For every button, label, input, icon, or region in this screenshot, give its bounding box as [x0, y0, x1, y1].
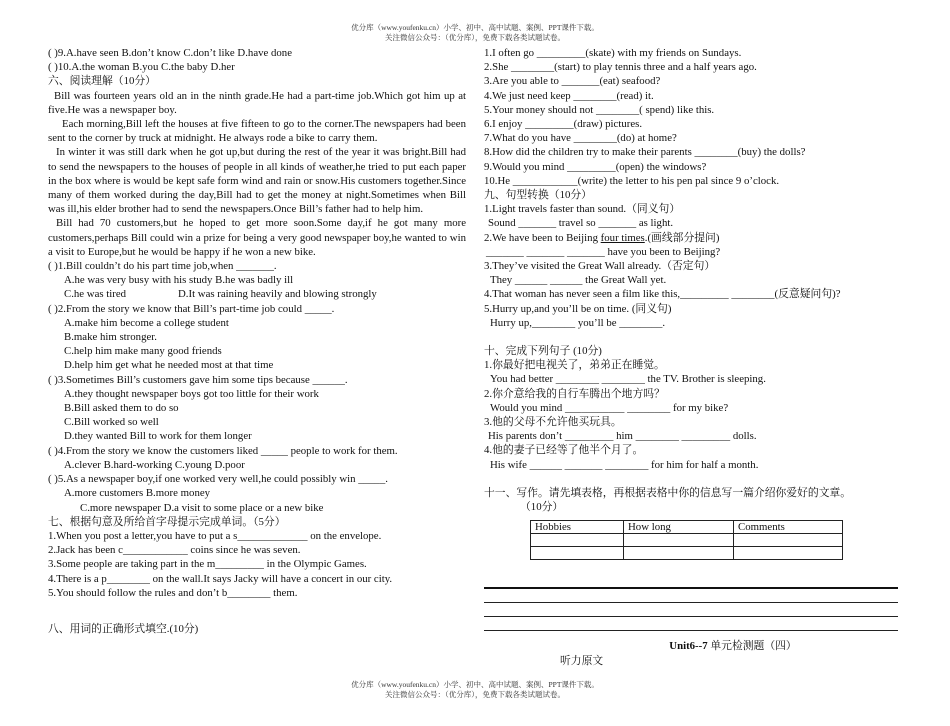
complete-item-3-answer: His parents don’t _________ him ________ _________ dolls.: [488, 430, 757, 443]
table-row: [531, 547, 843, 560]
fill-item-3: 3.Are you able to _______(eat) seafood?: [484, 75, 661, 88]
reading-question-2-option-c: C.help him make many good friends: [64, 345, 222, 358]
reading-question-2-option-b: B.make him stronger.: [64, 331, 157, 344]
left-column: [48, 46, 466, 636]
right-column: [484, 46, 902, 668]
reading-question-3-option-c: C.Bill worked so well: [64, 416, 159, 429]
spelling-item-5: 5.You should follow the rules and don’t b________ them.: [48, 586, 298, 599]
complete-item-1: 1.你最好把电视关了，弟弟正在睡觉。: [484, 359, 665, 372]
table-cell[interactable]: [624, 547, 734, 560]
spelling-item-2: 2.Jack has been c____________ coins since he was seven.: [48, 544, 301, 557]
writing-line[interactable]: [484, 574, 898, 589]
footer-line-1: 优分库（www.youfenku.cn）小学、初中、高中试题、案例、PPT课件下载。: [351, 680, 599, 689]
reading-question-5-options-ab: A.more customers B.more money: [64, 487, 211, 500]
table-header-row: [531, 521, 843, 534]
writing-line[interactable]: [484, 617, 898, 631]
fill-item-7: 7.What do you have ________(do) at home?: [484, 132, 677, 145]
spelling-item-4: 4.There is a p________ on the wall.It says Jacky will have a concert in our city.: [48, 572, 393, 585]
table-cell[interactable]: [624, 534, 734, 547]
fill-item-5: 5.Your money should not ________( spend) like this.: [484, 103, 715, 116]
hobby-table: [530, 520, 843, 560]
option-d: D.It was raining heavily and blowing strongly: [178, 288, 377, 301]
transform-item-1-answer: Sound _______ travel so _______ as light.: [488, 217, 674, 230]
table-cell[interactable]: [531, 534, 624, 547]
complete-item-4: 4.他的妻子已经等了他半个月了。: [484, 444, 644, 457]
transform-item-2-text: 2.We have been to Beijing: [484, 231, 601, 244]
fill-item-10: 10.He ____________(write) the letter to his pen pal since 9 o’clock.: [484, 174, 780, 187]
fill-item-4: 4.We just need keep ________(read) it.: [484, 89, 654, 102]
writing-line[interactable]: [484, 589, 898, 603]
unit-title-bold: Unit6--7: [669, 640, 708, 653]
spelling-item-3: 3.Some people are taking part in the m_________ in the Olympic Games.: [48, 558, 367, 571]
transform-item-3-answer: They ______ ______ the Great Wall yet.: [490, 274, 667, 287]
table-row: [531, 534, 843, 547]
reading-paragraph-1: Bill was fourteen years old an in the ninth grade.He had a part-time job.Which got him up at five.He was a newspaper boy.: [48, 89, 466, 116]
header-how-long: How long: [624, 521, 734, 534]
table-cell[interactable]: [531, 547, 624, 560]
reading-paragraph-3: In winter it was still dark when he got up,but during the rest of the year it was bright.Bill had to send the newspapers to the houses of people in all kinds of weather,he tried to put each paper in the box where is would be kept safe form wind and rain or snow.His customers together.Since many of them worked during the day,Bill had to get the money at night.Sometimes when Bill was ill,his elder brother had to send the newspapers.Once Bill’s father had to help him.: [48, 146, 466, 216]
reading-question-2-option-a: A.make him become a college student: [64, 316, 229, 329]
reading-question-3-option-b: B.Bill asked them to do so: [64, 402, 179, 415]
page-header: [0, 23, 950, 43]
reading-paragraph-2: Each morning,Bill left the houses at five fifteen to go to the corner.The newspapers had been sent to the corner by truck at midnight. He always rode a bike to carry them.: [48, 118, 466, 145]
listening-script-title: 听力原文: [560, 654, 604, 667]
question-9: ( )9.A.have seen B.don’t know C.don’t like D.have done: [48, 47, 292, 59]
reading-question-3: ( )3.Sometimes Bill’s customers gave him some tips because ______.: [48, 373, 348, 386]
complete-item-3: 3.他的父母不允许他买玩具。: [484, 416, 622, 429]
unit-title: [484, 639, 902, 653]
fill-item-6: 6.I enjoy _________(draw) pictures.: [484, 118, 643, 131]
complete-item-4-answer: His wife ______ _______ ________ for him for half a month.: [490, 458, 759, 471]
transform-item-2: [484, 231, 902, 245]
reading-question-5-options-cd: C.more newspaper D.a visit to some place or a new bike: [80, 501, 324, 514]
fill-item-8: 8.How did the children try to make their parents ________(buy) the dolls?: [484, 146, 806, 159]
transform-item-1: 1.Light travels faster than sound.（同义句）: [484, 203, 681, 216]
transform-item-4: 4.That woman has never seen a film like this,_________ ________(反意疑问句)?: [484, 288, 841, 301]
reading-question-4-options: A.clever B.hard-working C.young D.poor: [64, 458, 245, 471]
header-line-2: 关注微信公众号：（优分库），免费下载各类试题试卷。: [385, 33, 565, 42]
transform-item-2-instruction: .(画线部分提问): [644, 231, 720, 244]
section-11-points: （10分）: [520, 501, 564, 514]
complete-item-2: 2.你介意给我的自行车腾出个地方吗？: [484, 387, 665, 400]
header-hobbies: Hobbies: [531, 521, 624, 534]
transform-item-2-answer: _______ _______ _______ have you been to Beijing?: [486, 245, 721, 258]
footer-line-2: 关注微信公众号：（优分库），免费下载各类试题试卷。: [385, 690, 565, 699]
writing-line[interactable]: [484, 603, 898, 617]
reading-question-1: ( )1.Bill couldn’t do his part time job,when _______.: [48, 260, 277, 273]
unit-title-rest: 单元检测题（四）: [707, 640, 797, 653]
reading-question-1-options-cd: [48, 287, 466, 301]
page-footer: [0, 680, 950, 700]
reading-question-2: ( )2.From the story we know that Bill’s part-time job could _____.: [48, 302, 335, 315]
section-10-title: 十、完成下列句子 (10分): [484, 345, 602, 358]
question-10: ( )10.A.the woman B.you C.the baby D.her: [48, 61, 235, 74]
fill-item-9: 9.Would you mind _________(open) the windows?: [484, 160, 707, 173]
header-comments: Comments: [734, 521, 843, 534]
section-9-title: 九、句型转换（10分）: [484, 189, 592, 202]
fill-item-2: 2.She ________(start) to play tennis three and a half years ago.: [484, 61, 757, 74]
section-7-title: 七、根据句意及所给首字母提示完成单词。（5分）: [48, 515, 286, 528]
reading-question-4: ( )4.From the story we know the customers liked _____ people to work for them.: [48, 444, 398, 457]
reading-question-5: ( )5.As a newspaper boy,if one worked very well,he could possibly win _____.: [48, 473, 388, 486]
option-c: C.he was tired: [64, 288, 127, 301]
spelling-item-1: 1.When you post a letter,you have to put a s_____________ on the envelope.: [48, 529, 382, 542]
reading-question-1-options-ab: A.he was very busy with his study B.he was badly ill: [64, 274, 294, 287]
transform-item-5: 5.Hurry up,and you’ll be on time. (同义句): [484, 302, 672, 315]
header-line-1: 优分库（www.youfenku.cn）小学、初中、高中试题、案例、PPT课件下载。: [351, 23, 599, 32]
underlined-phrase: four times: [600, 231, 645, 244]
table-cell[interactable]: [734, 534, 843, 547]
reading-question-3-option-d: D.they wanted Bill to work for them longer: [64, 430, 252, 443]
section-6-title: 六、阅读理解（10分）: [48, 75, 156, 88]
transform-item-5-answer: Hurry up,________ you’ll be ________.: [490, 316, 666, 329]
transform-item-3: 3.They’ve visited the Great Wall already.（否定句）: [484, 260, 716, 273]
reading-question-2-option-d: D.help him get what he needed most at that time: [64, 359, 274, 372]
complete-item-1-answer: You had better ________ ________ the TV. Brother is sleeping.: [490, 373, 766, 386]
reading-paragraph-4: Bill had 70 customers,but he hoped to get more soon.Some day,if he got many more customers,perhaps Bill could win a prize for being a very good newspaper boy,he wanted to win a visit to Europe,but he would be happy if he won a new bike.: [48, 217, 466, 258]
section-11-title: 十一、写作。请先填表格，再根据表格中你的信息写一篇介绍你爱好的文章。: [484, 486, 852, 499]
section-8-title: 八、用词的正确形式填空.(10分): [48, 622, 199, 635]
reading-question-3-option-a: A.they thought newspaper boys got too little for their work: [64, 387, 319, 400]
fill-item-1: 1.I often go _________(skate) with my friends on Sundays.: [484, 47, 742, 59]
complete-item-2-answer: Would you mind ___________ ________ for my bike?: [490, 401, 729, 414]
table-cell[interactable]: [734, 547, 843, 560]
